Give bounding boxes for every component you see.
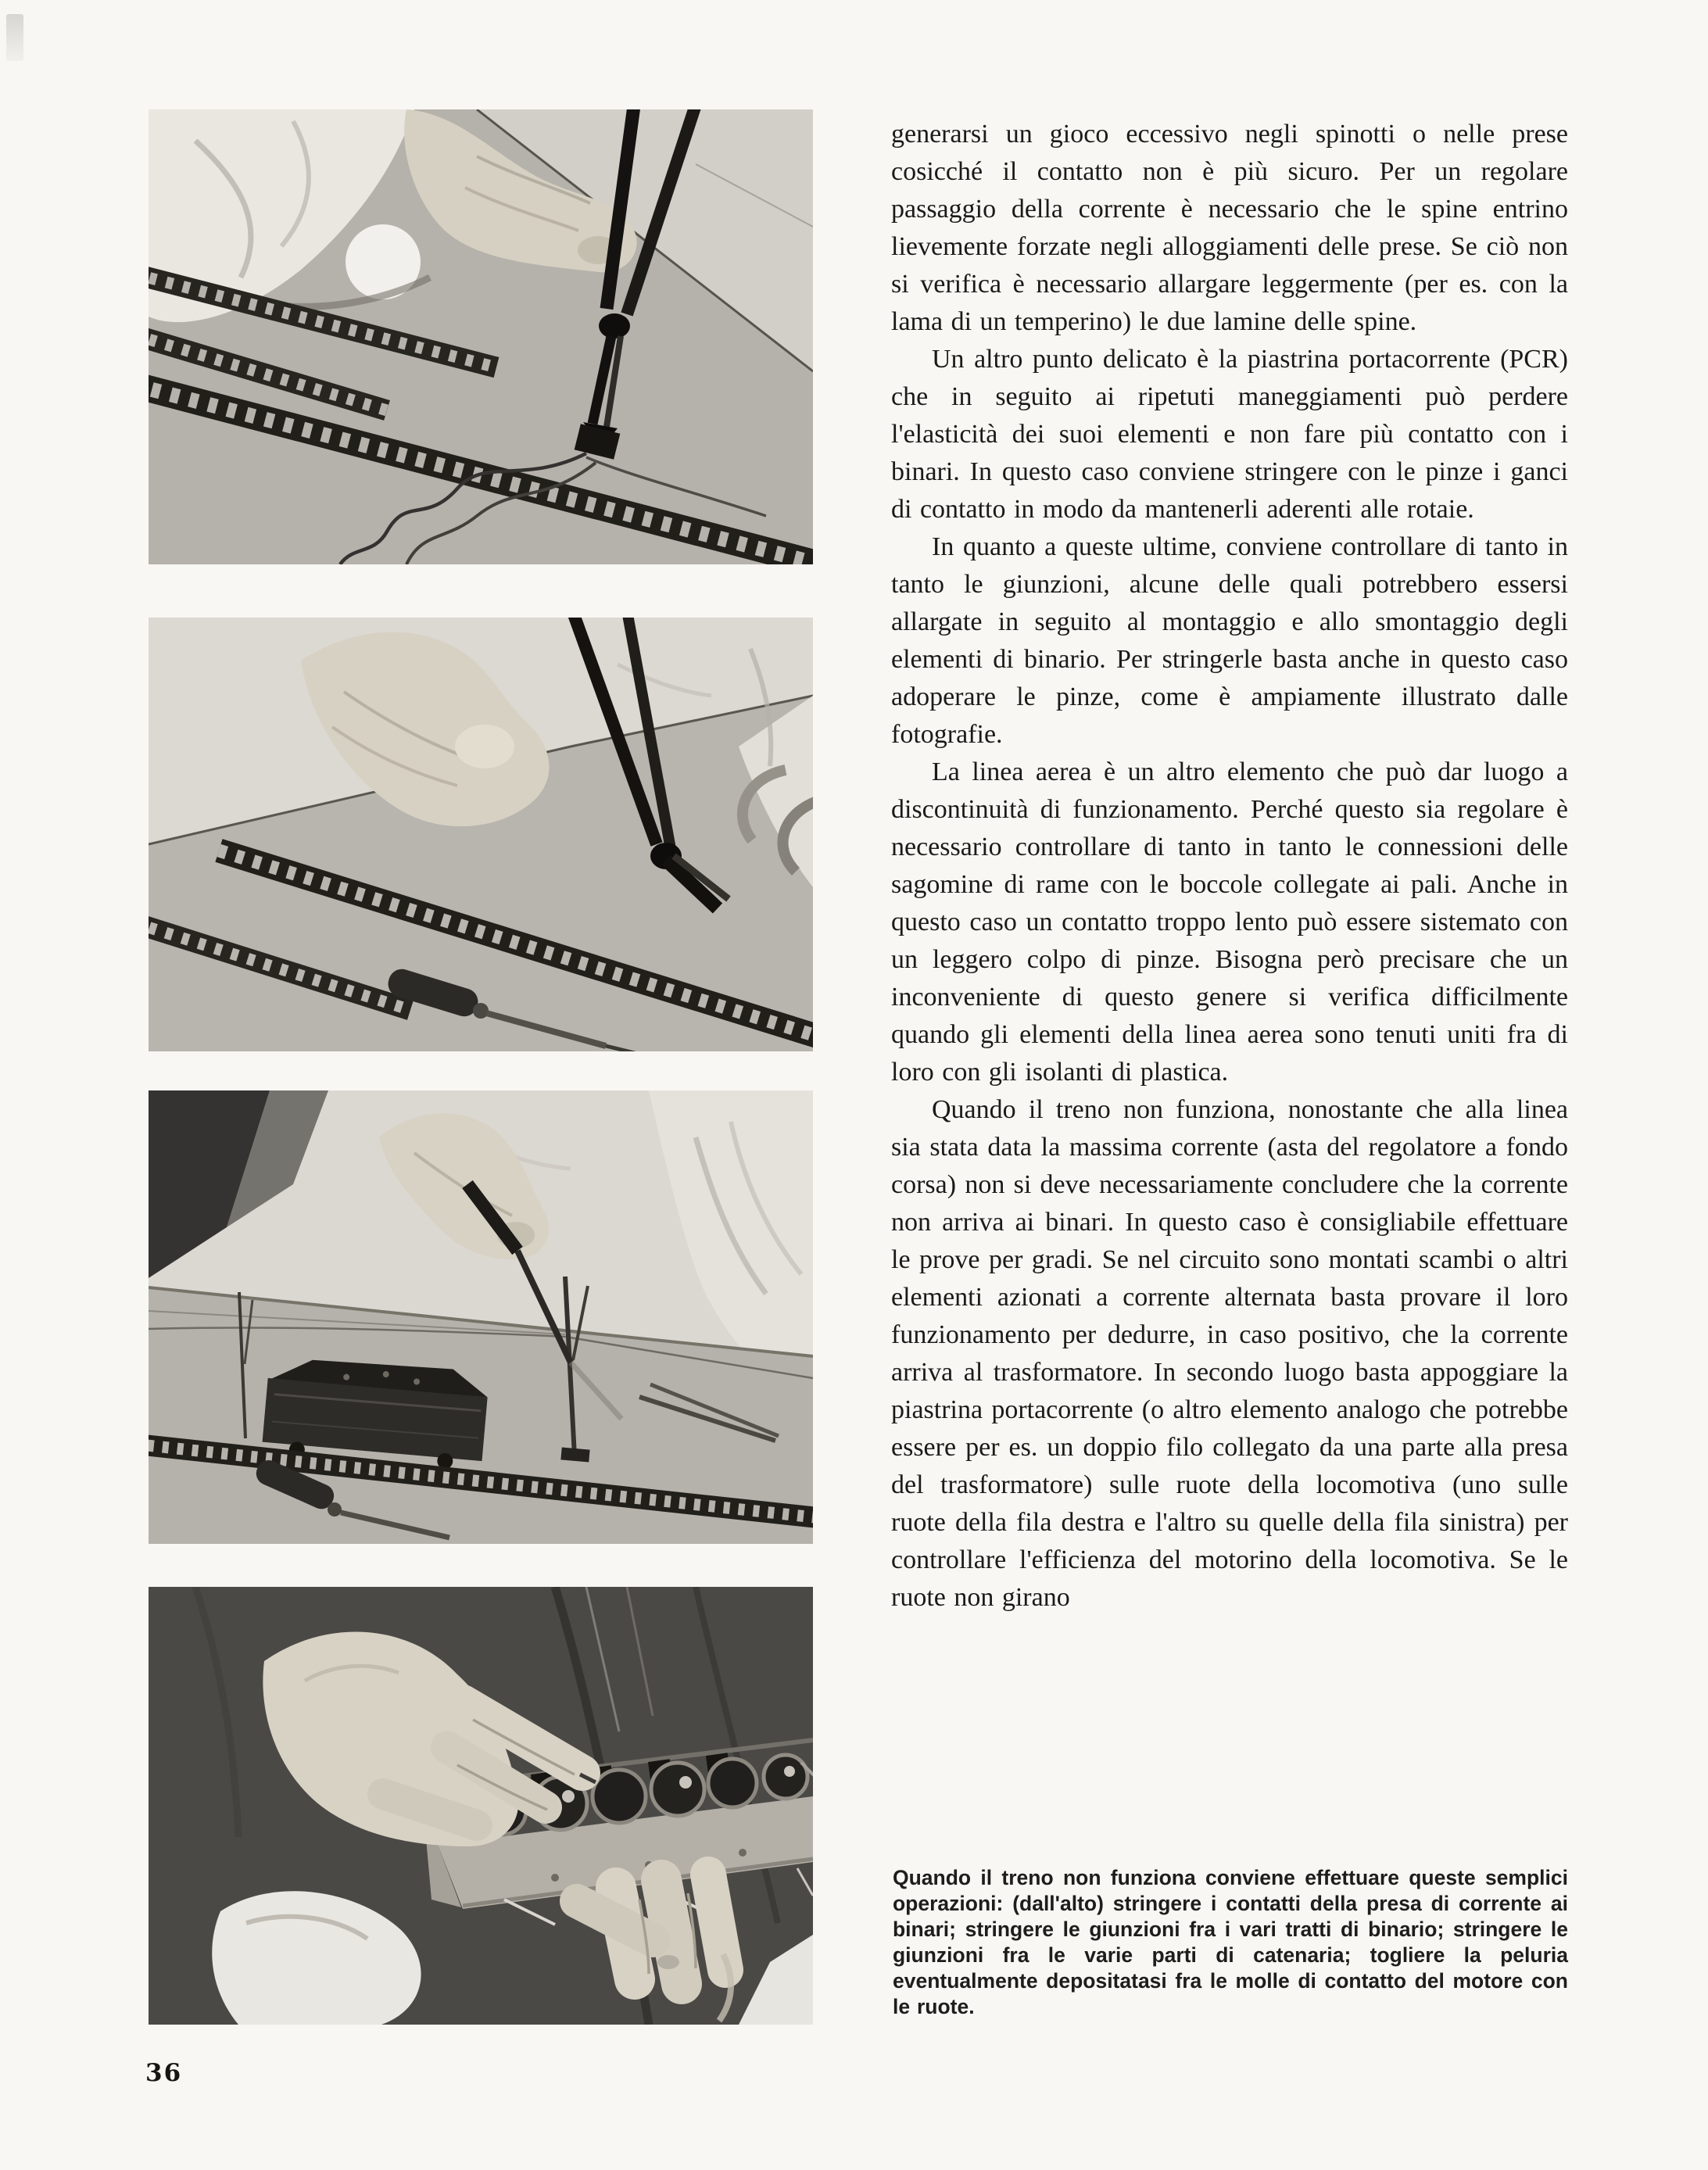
photo-hands-locomotive [149,1587,813,2025]
photo-3-illustration [149,1090,813,1544]
photo-caption: Quando il treno non funziona conviene effettuare queste semplici operazioni: (dall'alto) stringere i contatti della presa di corrente ai binari; stringere le giunzioni fra i vari tratti di binario; stringere le giunzioni fra le varie parti di catenaria; togliere la peluria eventualmente depositatasi fra le molle di contatto del motore con le ruote. [893,1866,1568,2018]
paragraph-5: Quando il treno non funziona, nonostante che alla linea sia stata data la massima corrente (asta del regolatore a fondo corsa) non si deve necessariamente concludere che la corrente non arriva ai binari. In questo caso è consigliabile effettuare le prove per gradi. Se nel circuito sono montati scambi o altri elementi azionati a corrente alternata basta provare il loro funzionamento per dedurre, in caso positivo, che la corrente arriva al trasformatore. In secondo luogo basta appoggiare la piastrina portacorrente (o altro elemento analogo che potrebbe essere per es. un doppio filo collegato da una parte alla presa del trasformatore) sulle ruote della locomotiva (uno sulle ruote della fila destra e l'altro su quelle della fila sinistra) per controllare l'efficienza del motorino della locomotiva. Se le ruote non girano [891,1095,1568,1612]
photo-2-illustration [149,618,813,1051]
paragraph-1: generarsi un gioco eccessivo negli spinotti o nelle prese cosicché il contatto non è più sicuro. Per un regolare passaggio della corrente è necessario che le spine entrino lievemente forzate negli alloggiamenti delle prese. Se ciò non si verifica è necessario allargare leggermente (per es. con la lama di un temperino) le due lamine delle spine. [891,120,1568,336]
paragraph-2: Un altro punto delicato è la piastrina portacorrente (PCR) che in seguito ai ripetuti maneggiamenti può perdere l'elasticità dei suoi elementi e non fare più contatto con i binari. In questo caso conviene stringere con le pinze i ganci di contatto in modo da mantenerli aderenti alle rotaie. [891,345,1568,524]
photo-pliers-track-wires [149,109,813,564]
paragraph-3: In quanto a queste ultime, conviene controllare di tanto in tanto le giunzioni, alcune delle quali potrebbero essersi allargate in seguito al montaggio e allo smontaggio degli elementi di binario. Per stringerle basta anche in questo caso adoperare le pinze, come è ampiamente illustrato dalle fotografie. [891,532,1568,749]
photo-1-illustration [149,109,813,564]
print-artifact [6,14,23,61]
photo-pliers-rail-joints [149,618,813,1051]
photo-4-illustration [149,1587,813,2025]
article-body [891,116,1568,1617]
paragraph-4: La linea aerea è un altro elemento che può dar luogo a discontinuità di funzionamento. Perché questo sia regolare è necessario controllare di tanto in tanto le connessioni delle sagomine di rame con le boccole collegate ai pali. Anche in questo caso un contatto troppo lento può essere sistemato con un leggero colpo di pinze. Bisogna però precisare che un inconveniente di questo genere si verifica difficilmente quando gli elementi della linea aerea sono tenuti uniti fra di loro con gli isolanti di plastica. [891,757,1568,1087]
photo-screwdriver-catenary-layout [149,1090,813,1544]
page-number: 36 [145,2059,183,2087]
